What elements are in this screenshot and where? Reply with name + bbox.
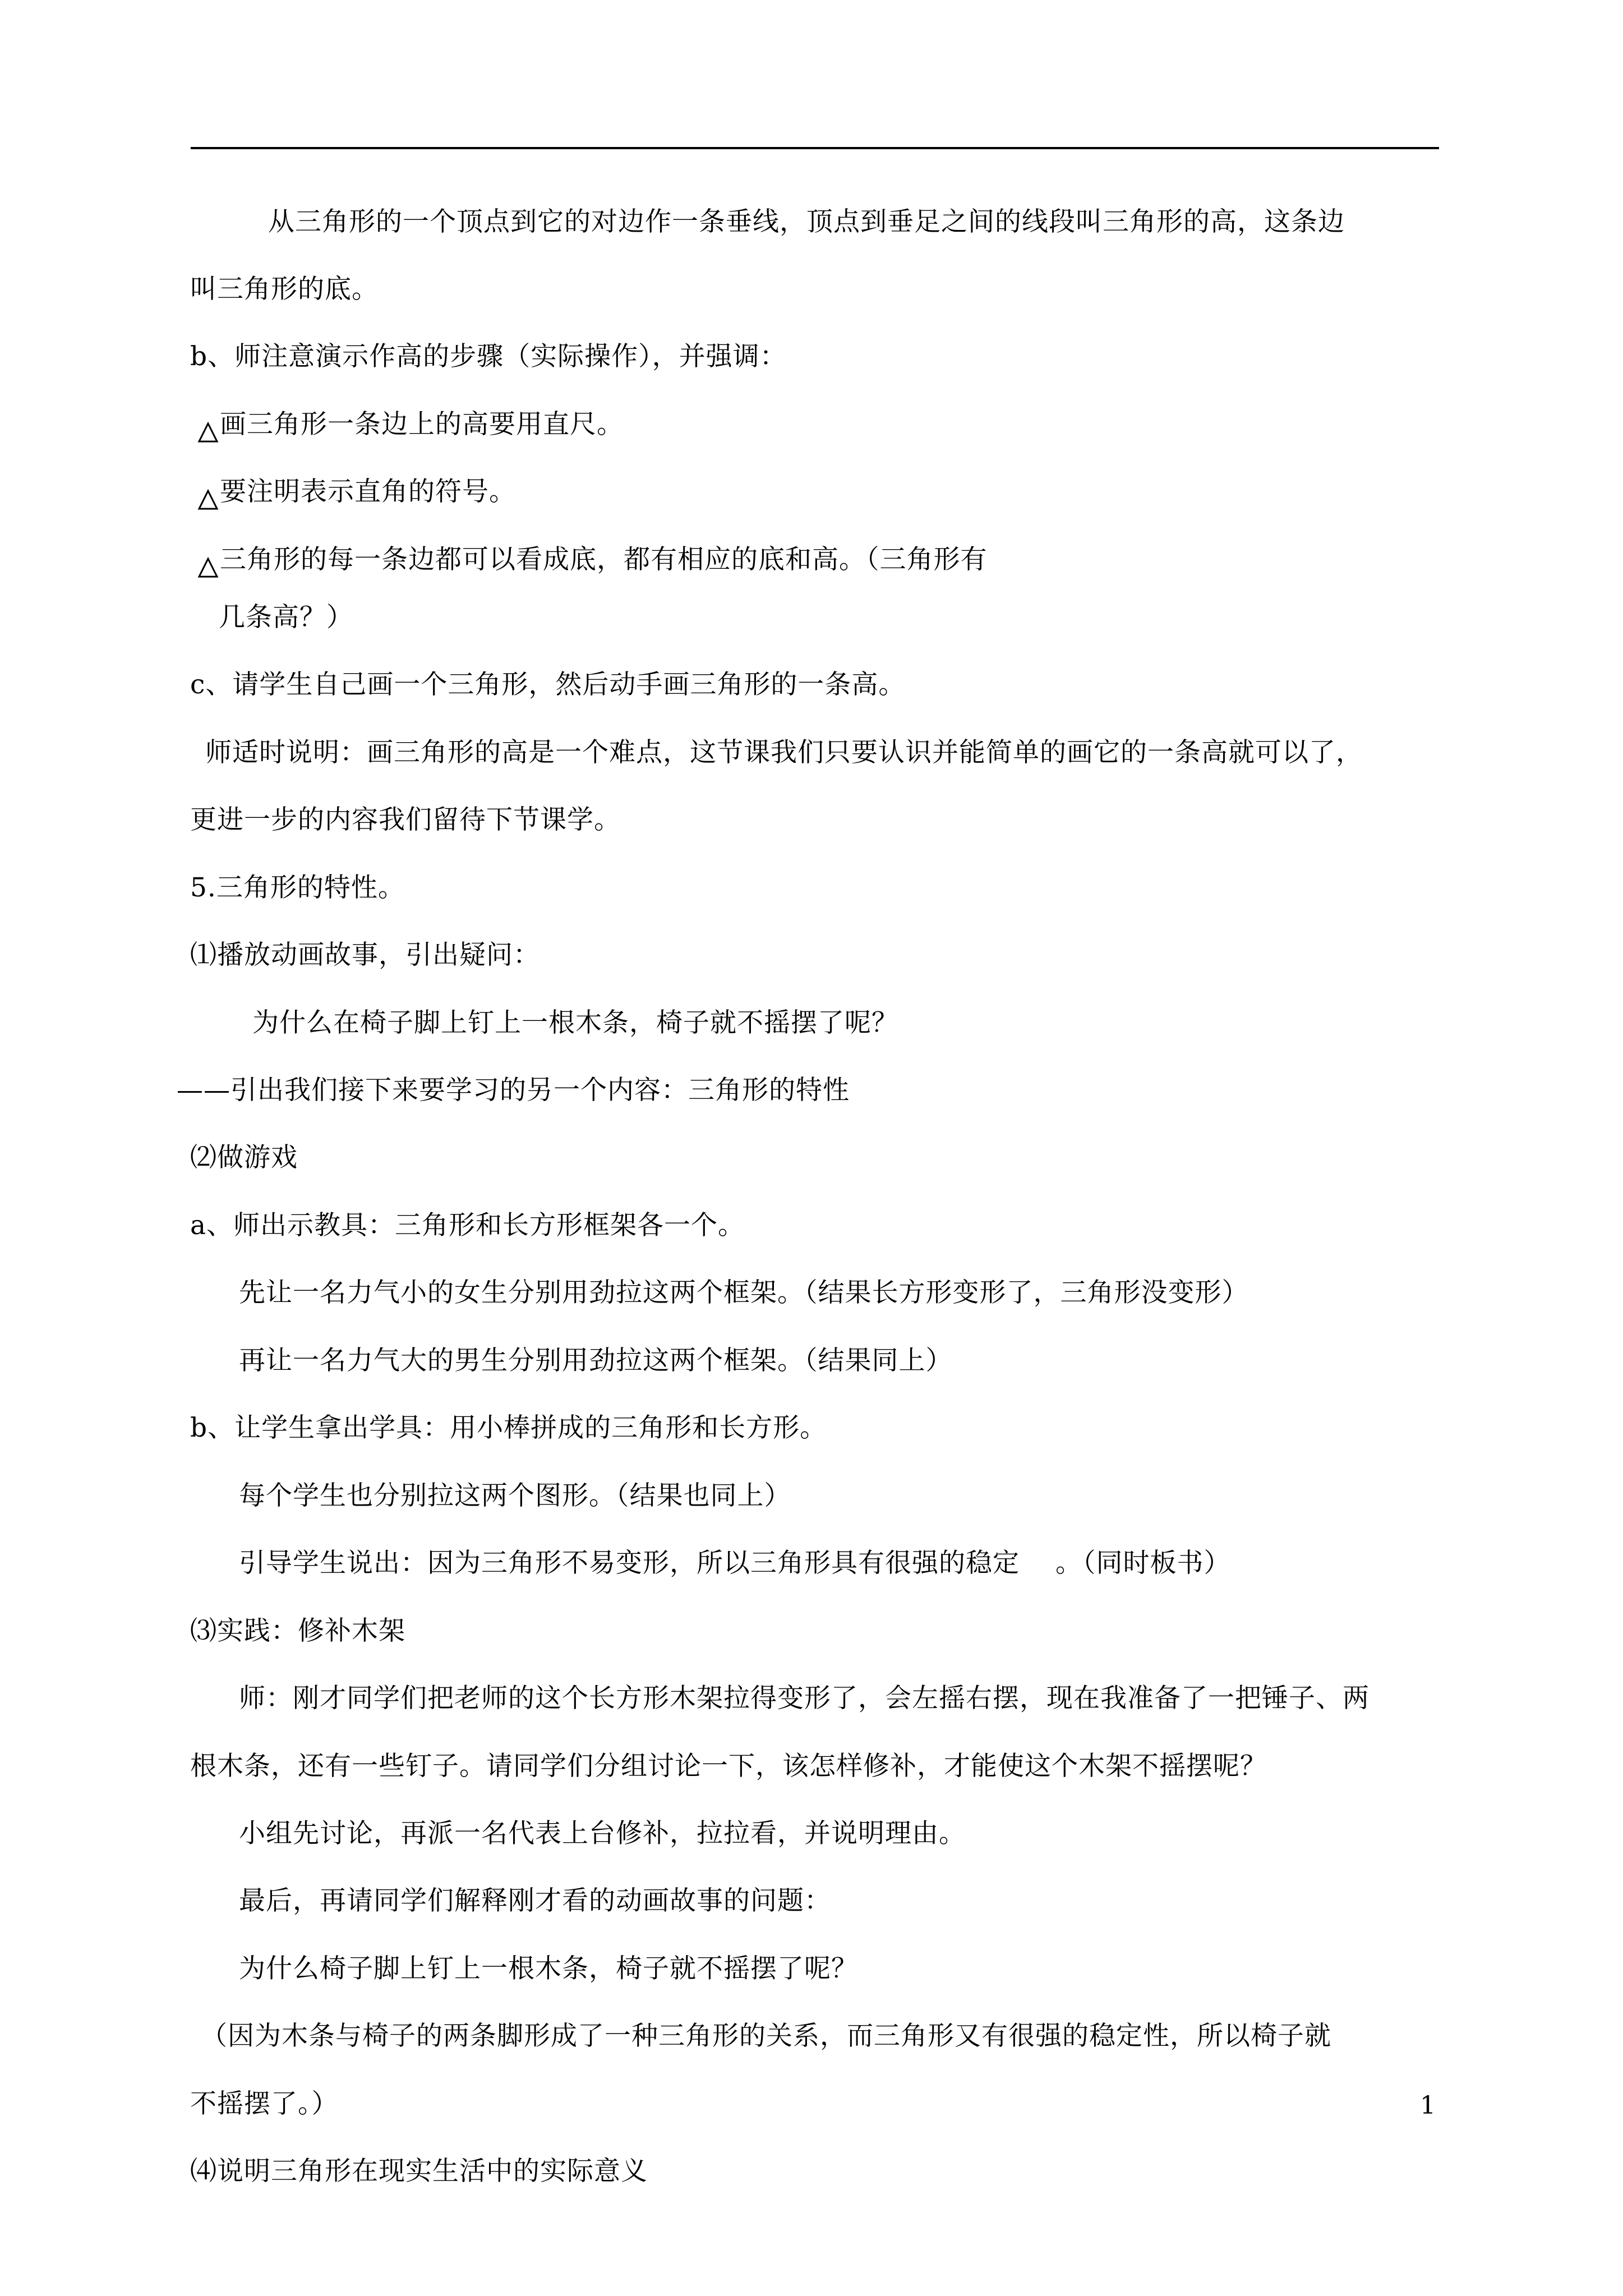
triangle-bullet-icon — [197, 489, 219, 510]
bullet-each-side-continuation: 几条高？） — [219, 602, 353, 633]
bullet-ruler — [197, 408, 624, 441]
item-b-demonstration: b、师注意演示作高的步骤（实际操作），并强调： — [190, 341, 787, 372]
bullet-each-side — [197, 543, 988, 577]
question-chair-2: 为什么椅子脚上钉上一根木条，椅子就不摇摆了呢？ — [239, 1953, 858, 1984]
game-item-b-pull: 每个学生也分别拉这两个图形。（结果也同上） — [239, 1480, 791, 1511]
paragraph-height-definition-line1: 从三角形的一个顶点到它的对边作一条垂线，顶点到垂足之间的线段叫三角形的高，这条边 — [268, 206, 1345, 237]
subsection-5-1: ⑴播放动画故事，引出疑问： — [190, 940, 540, 970]
bullet-ruler-text: 画三角形一条边上的高要用直尺。 — [220, 409, 624, 440]
teacher-note-line1: 师适时说明：画三角形的高是一个难点，这节课我们只要认识并能简单的画它的一条高就可以了， — [205, 737, 1363, 768]
lead-in-triangle-property: ——引出我们接下来要学习的另一个内容：三角形的特性 — [177, 1075, 850, 1106]
answer-line2: 不摇摆了。） — [190, 2088, 339, 2119]
teacher-note-line2: 更进一步的内容我们留待下节课学。 — [190, 804, 621, 835]
practice-line2: 根木条，还有一些钉子。请同学们分组讨论一下，该怎样修补，才能使这个木架不摇摆呢？ — [190, 1751, 1267, 1782]
question-chair-1: 为什么在椅子脚上钉上一根木条，椅子就不摇摆了呢？ — [252, 1007, 898, 1038]
subsection-5-3: ⑶实践：修补木架 — [190, 1616, 405, 1646]
page-number: 1 — [1420, 2091, 1436, 2120]
game-item-a-boy: 再让一名力气大的男生分别用劲拉这两个框架。（结果同上） — [239, 1345, 953, 1376]
section-5-heading: 5.三角形的特性。 — [190, 872, 405, 903]
paragraph-height-definition-line2: 叫三角形的底。 — [190, 274, 379, 305]
game-item-b: b、让学生拿出学具：用小棒拼成的三角形和长方形。 — [190, 1412, 827, 1443]
practice-line1: 师：刚才同学们把老师的这个长方形木架拉得变形了，会左摇右摆，现在我准备了一把锤子、两 — [239, 1683, 1370, 1714]
triangle-bullet-icon — [197, 422, 219, 443]
answer-line1: （因为木条与椅子的两条脚形成了一种三角形的关系，而三角形又有很强的稳定性，所以椅子就 — [201, 2021, 1331, 2051]
header-rule — [191, 147, 1439, 149]
game-item-a-girl: 先让一名力气小的女生分别用劲拉这两个框架。（结果长方形变形了，三角形没变形） — [239, 1277, 1249, 1308]
practice-explain: 最后，再请同学们解释刚才看的动画故事的问题： — [239, 1885, 831, 1916]
bullet-right-angle-text: 要注明表示直角的符号。 — [220, 476, 516, 507]
practice-group-discussion: 小组先讨论，再派一名代表上台修补，拉拉看，并说明理由。 — [239, 1818, 966, 1849]
subsection-5-2: ⑵做游戏 — [190, 1142, 298, 1173]
game-item-b-stability: 引导学生说出：因为三角形不易变形，所以三角形具有很强的稳定 。（同时板书） — [239, 1548, 1231, 1579]
subsection-5-4: ⑷说明三角形在现实生活中的实际意义 — [190, 2156, 648, 2187]
bullet-each-side-text: 三角形的每一条边都可以看成底，都有相应的底和高。（三角形有 — [220, 544, 988, 575]
triangle-bullet-icon — [197, 557, 219, 578]
item-c-student-draw: c、请学生自己画一个三角形，然后动手画三角形的一条高。 — [190, 669, 906, 700]
game-item-a: a、师出示教具：三角形和长方形框架各一个。 — [190, 1210, 745, 1241]
bullet-right-angle — [197, 475, 516, 509]
